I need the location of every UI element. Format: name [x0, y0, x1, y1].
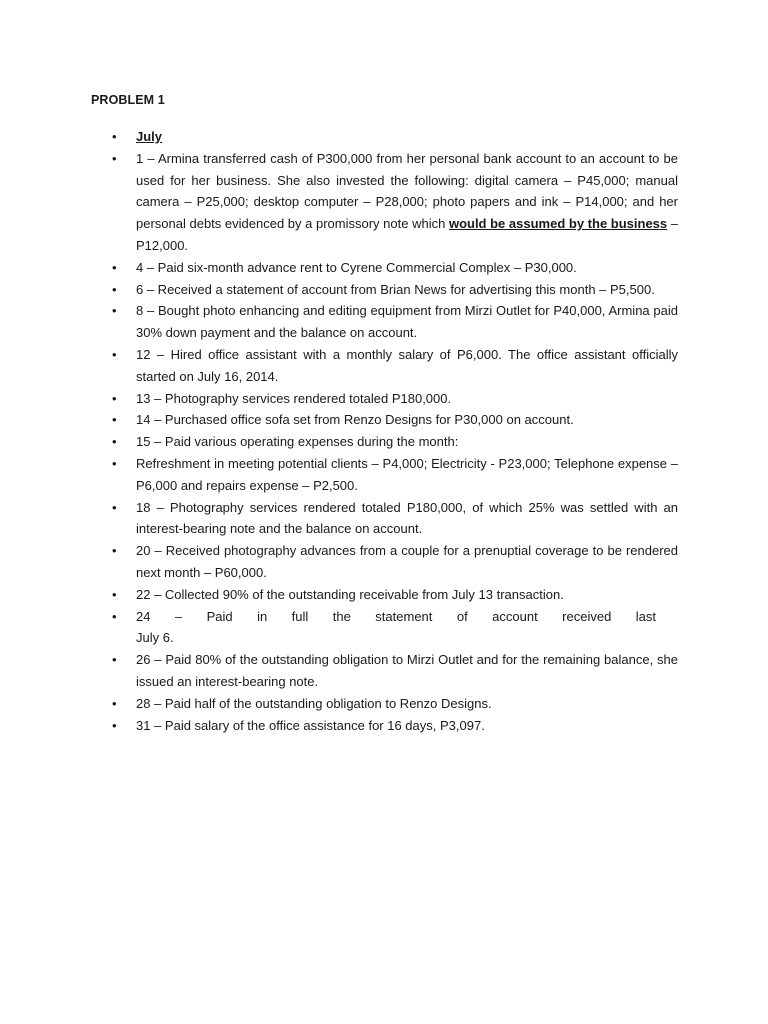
bullet-icon	[112, 300, 124, 322]
bullet-icon	[112, 540, 124, 562]
bullet-icon	[112, 606, 124, 628]
list-item-jul-22	[112, 584, 678, 606]
bullet-icon	[112, 584, 124, 606]
list-item-jul-20	[112, 540, 678, 584]
entry-emphasis: would be assumed by the business	[448, 216, 668, 232]
bullet-icon	[112, 279, 124, 301]
entry-text: 31 – Paid salary of the office assistance for 16 days, P3,097.	[136, 717, 485, 733]
entry-text-line2: July 6.	[136, 630, 174, 646]
bullet-icon	[112, 453, 124, 475]
entry-text: Refreshment in meeting potential clients – P4,000; Electricity - P23,000; Telephone expense – P6,000 and repairs expense – P2,500.	[136, 455, 678, 493]
entry-text: 14 – Purchased office sofa set from Renzo Designs for P30,000 on account.	[136, 412, 574, 428]
list-item-jul-28	[112, 693, 678, 715]
entry-text: 28 – Paid half of the outstanding obligation to Renzo Designs.	[136, 695, 492, 711]
problem-title: PROBLEM 1	[91, 93, 165, 107]
entry-text: 12 – Hired office assistant with a monthly salary of P6,000. The office assistant officially started on July 16, 2014.	[136, 346, 678, 384]
bullet-icon	[112, 649, 124, 671]
entry-text: 6 – Received a statement of account from Brian News for advertising this month – P5,500.	[136, 281, 655, 297]
list-item-jul-1	[112, 148, 678, 257]
bullet-icon	[112, 388, 124, 410]
entry-text: 22 – Collected 90% of the outstanding receivable from July 13 transaction.	[136, 586, 564, 602]
bullet-icon	[112, 715, 124, 737]
list-item-jul-6	[112, 279, 678, 301]
entry-text: 13 – Photography services rendered totaled P180,000.	[136, 390, 452, 406]
entry-text: 1 – Armina transferred cash of P300,000 from her personal bank account to an account to be used for her business. She also invested the following: digital camera – P45,000; manual camera – P25,000; desktop computer – P28,000; photo papers and ink – P14,000; and her personal debts evidenced by a promissory note which	[136, 150, 678, 232]
entry-text: 4 – Paid six-month advance rent to Cyrene Commercial Complex – P30,000.	[136, 259, 577, 275]
entry-text: 8 – Bought photo enhancing and editing equipment from Mirzi Outlet for P40,000, Armina paid 30% down payment and the balance on account.	[136, 303, 678, 341]
list-item-jul-15	[112, 431, 678, 453]
entry-text-line1: 24 – Paid in full the statement of account received last	[136, 608, 656, 624]
transaction-list	[112, 126, 678, 736]
list-item-jul-18	[112, 497, 678, 541]
list-item-expenses	[112, 453, 678, 497]
bullet-icon	[112, 693, 124, 715]
bullet-icon	[112, 431, 124, 453]
list-item-jul-4	[112, 257, 678, 279]
entry-text: 26 – Paid 80% of the outstanding obligation to Mirzi Outlet and for the remaining balance, she issued an interest-bearing note.	[136, 652, 678, 689]
entry-text-end: – P12,000.	[136, 216, 679, 253]
bullet-icon	[112, 257, 124, 279]
entry-text: 20 – Received photography advances from a couple for a prenuptial coverage to be rendered next month – P60,000.	[136, 543, 678, 580]
list-item-jul-13	[112, 388, 678, 410]
entry-text: 15 – Paid various operating expenses during the month:	[136, 434, 459, 450]
list-item-jul-12	[112, 344, 678, 388]
list-item-jul-31	[112, 715, 678, 737]
bullet-icon	[112, 126, 124, 148]
bullet-icon	[112, 409, 124, 431]
list-item-jul-8	[112, 300, 678, 344]
month-heading-item	[112, 126, 678, 148]
bullet-icon	[112, 497, 124, 519]
bullet-icon	[112, 344, 124, 366]
list-item-jul-24	[112, 606, 678, 650]
month-heading: July	[136, 129, 163, 144]
list-item-jul-14	[112, 409, 678, 431]
bullet-icon	[112, 148, 124, 170]
entry-text: 18 – Photography services rendered totaled P180,000, of which 25% was settled with an interest-bearing note and the balance on account.	[136, 499, 678, 537]
list-item-jul-26	[112, 649, 678, 693]
